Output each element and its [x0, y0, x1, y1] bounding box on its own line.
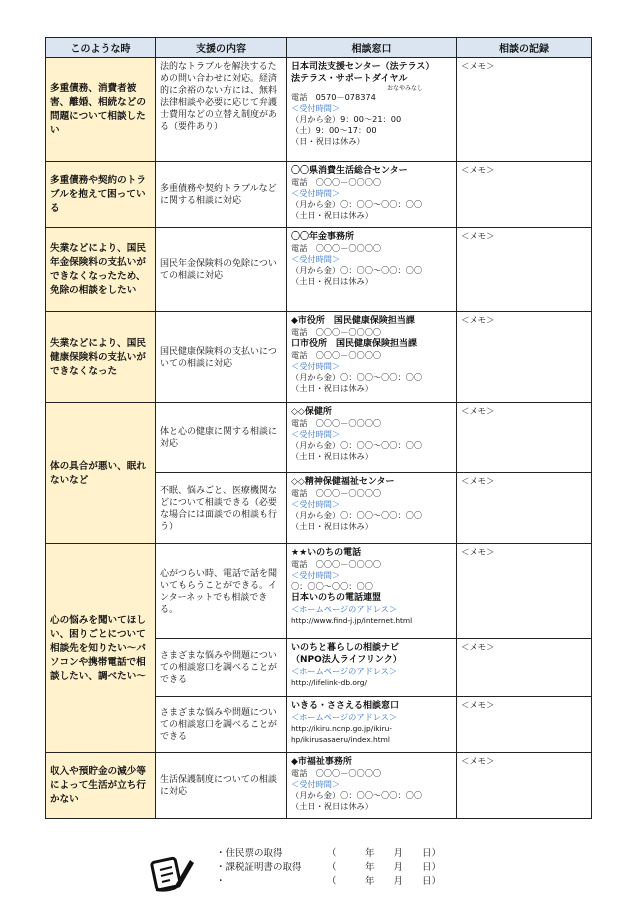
web-label: ＜ホームページのアドレス＞ — [291, 666, 398, 676]
contact-name: ◇◇精神保健福祉センター — [291, 477, 395, 487]
support-cell: 多重債務や契約トラブルなどに関する相談に対応 — [156, 162, 287, 228]
support-cell: さまざまな悩みや問題についての相談窓口を調べることができる — [156, 697, 287, 753]
support-cell: 生活保護制度についての相談に対応 — [156, 753, 287, 819]
contact-cell — [287, 162, 457, 228]
hours-line: （日・祝日は休み） — [291, 136, 365, 146]
support-cell: さまざまな悩みや問題についての相談窓口を調べることができる — [156, 639, 287, 697]
footer-item — [216, 862, 441, 873]
website-link[interactable]: http://ikiru.ncnp.go.jp/ikiru-hp/ikirusasaeru/index.html — [291, 724, 393, 744]
contact-phone: 電話 〇〇〇－〇〇〇〇 — [291, 243, 382, 253]
hours-label: ＜受付時間＞ — [291, 429, 341, 439]
hours-line: （月から金）〇：〇〇～〇〇：〇〇 — [291, 199, 423, 209]
contact-cell — [287, 697, 457, 753]
hours-label: ＜受付時間＞ — [291, 254, 341, 264]
contact-name: ★★いのちの電話 — [291, 548, 362, 558]
hours-label: ＜受付時間＞ — [291, 361, 341, 371]
contact-cell — [287, 403, 457, 473]
table-header — [46, 38, 592, 58]
situation-cell: 失業などにより、国民健康保険料の支払いができなくなった — [46, 312, 156, 403]
support-cell: 国民年金保険料の免除についての相談に対応 — [156, 228, 287, 312]
table-row — [46, 312, 592, 403]
table-row — [46, 58, 592, 162]
hours-line: （土日・祝日は休み） — [291, 521, 373, 531]
table-row — [46, 403, 592, 473]
table-row — [46, 544, 592, 639]
web-label: ＜ホームページのアドレス＞ — [291, 712, 398, 722]
memo-cell[interactable]: ＜メモ＞ — [457, 58, 592, 162]
hours-label: ＜受付時間＞ — [291, 103, 341, 113]
situation-cell: 心の悩みを聞いてほしい、困りごとについて相談先を知りたい～パソコンや携帯電話で相談したい、調べたい～ — [46, 544, 156, 753]
consultation-table — [45, 37, 592, 819]
contact-cell — [287, 228, 457, 312]
contact-phone: 電話 〇〇〇－〇〇〇〇 — [291, 768, 382, 778]
contact-cell — [287, 753, 457, 819]
situation-cell: 体の具合が悪い、眠れないなど — [46, 403, 156, 544]
hours-label: ＜受付時間＞ — [291, 188, 341, 198]
situation-cell: 失業などにより、国民年金保険料の支払いができなくなったため、免除の相談をしたい — [46, 228, 156, 312]
support-cell: 体と心の健康に関する相談に対応 — [156, 403, 287, 473]
contact-phone: 電話 0570－078374 — [291, 92, 376, 102]
header-contact: 相談窓口 — [287, 38, 457, 58]
footer-item-label: ・住民票の取得 — [216, 848, 283, 859]
footer-item-date: （ 年 月 日） — [327, 876, 442, 887]
hours-line: （土日・祝日は休み） — [291, 276, 373, 286]
memo-cell[interactable]: ＜メモ＞ — [457, 473, 592, 544]
support-cell: 国民健康保険料の支払いについての相談に対応 — [156, 312, 287, 403]
header-support: 支援の内容 — [156, 38, 287, 58]
hours-line: 〇：〇〇～〇〇：〇〇 — [291, 581, 373, 591]
support-cell: 法的なトラブルを解決するための問い合わせに対応。経済的に余裕のない方には、無料法律相談や必要に応じて弁護士費用などの立替え制度がある（要件あり） — [156, 58, 287, 162]
memo-cell[interactable]: ＜メモ＞ — [457, 753, 592, 819]
situation-cell: 収入や預貯金の減少等によって生活が立ち行かない — [46, 753, 156, 819]
footer-item — [216, 848, 441, 859]
hours-line: （月から金）〇：〇〇～〇〇：〇〇 — [291, 440, 423, 450]
hours-line: （月から金）〇：〇〇～〇〇：〇〇 — [291, 510, 423, 520]
memo-cell[interactable]: ＜メモ＞ — [457, 403, 592, 473]
contact-phone: 電話 〇〇〇－〇〇〇〇 — [291, 177, 382, 187]
contact-name-2: 口市役所 国民健康保険担当課 — [291, 339, 418, 349]
memo-cell[interactable]: ＜メモ＞ — [457, 312, 592, 403]
footer-item-date: （ 年 月 日） — [327, 848, 442, 859]
table-row — [46, 162, 592, 228]
situation-cell: 多重債務や契約のトラブルを抱えて困っている — [46, 162, 156, 228]
contact-cell — [287, 473, 457, 544]
memo-cell[interactable]: ＜メモ＞ — [457, 162, 592, 228]
contact-phone: 電話 〇〇〇－〇〇〇〇 — [291, 418, 382, 428]
contact-cell — [287, 58, 457, 162]
contact-name: ◆市福祉事務所 — [291, 757, 352, 767]
hours-line: （月から金）〇：〇〇～〇〇：〇〇 — [291, 372, 423, 382]
hours-label: ＜受付時間＞ — [291, 570, 341, 580]
contact-name: ◆市役所 国民健康保険担当課 — [291, 316, 415, 326]
hours-line: （月から金）9：00～21：00 — [291, 114, 402, 124]
situation-cell: 多重債務、消費者被害、離婚、相続などの問題について相談したい — [46, 58, 156, 162]
hours-line: （土日・祝日は休み） — [291, 801, 373, 811]
website-link[interactable]: http://lifelink-db.org/ — [291, 678, 367, 687]
support-cell: 心がつらい時、電話で話を聞いてもらうことができる。インターネットでも相談できる。 — [156, 544, 287, 639]
website-link[interactable]: http://www.find-j.jp/internet.html — [291, 616, 413, 625]
footer-item-label: ・課税証明書の取得 — [216, 862, 302, 873]
footer-item-label: ・ — [216, 876, 226, 887]
hours-label: ＜受付時間＞ — [291, 499, 341, 509]
contact-name-2: 法テラス・サポートダイヤル — [291, 74, 408, 84]
contact-phone: 電話 〇〇〇－〇〇〇〇 — [291, 559, 382, 569]
header-record: 相談の記録 — [457, 38, 592, 58]
contact-name-2: 日本いのちの電話連盟 — [291, 593, 382, 603]
memo-cell[interactable]: ＜メモ＞ — [457, 228, 592, 312]
hours-line: （月から金）〇：〇〇～〇〇：〇〇 — [291, 790, 423, 800]
contact-name: 〇〇年金事務所 — [291, 232, 355, 242]
contact-phone-2: 電話 〇〇〇－〇〇〇〇 — [291, 350, 382, 360]
support-cell: 不眠、悩みごと、医療機関などについて相談できる（必要な場合には面談での相談も行う） — [156, 473, 287, 544]
hours-line: （土日・祝日は休み） — [291, 210, 373, 220]
hours-line: （土日・祝日は休み） — [291, 451, 373, 461]
ruby-text: おなやみなし — [386, 85, 423, 92]
hours-line: （土）9：00～17：00 — [291, 125, 377, 135]
contact-name: いきる・ささえる相談窓口 — [291, 701, 400, 711]
contact-phone: 電話 〇〇〇－〇〇〇〇 — [291, 488, 382, 498]
contact-cell — [287, 312, 457, 403]
footer-item-date: （ 年 月 日） — [327, 862, 442, 873]
notepad-pen-icon — [150, 848, 196, 894]
contact-phone: 電話 〇〇〇－〇〇〇〇 — [291, 327, 382, 337]
contact-cell — [287, 544, 457, 639]
contact-name: ◇◇保健所 — [291, 407, 332, 417]
table-row — [46, 228, 592, 312]
memo-cell[interactable]: ＜メモ＞ — [457, 544, 592, 639]
header-situation: このような時 — [46, 38, 156, 58]
table-row — [46, 753, 592, 819]
web-label: ＜ホームページのアドレス＞ — [291, 604, 398, 614]
footer-checklist — [150, 846, 590, 896]
contact-name: 〇〇県消費生活総合センター — [291, 166, 408, 176]
memo-cell[interactable]: ＜メモ＞ — [457, 697, 592, 753]
contact-name: 日本司法支援センター（法テラス） — [291, 62, 435, 72]
hours-label: ＜受付時間＞ — [291, 779, 341, 789]
contact-name-2: （NPO法人ライフリンク） — [291, 655, 402, 665]
memo-cell[interactable]: ＜メモ＞ — [457, 639, 592, 697]
hours-line: （土日・祝日は休み） — [291, 383, 373, 393]
contact-cell — [287, 639, 457, 697]
hours-line: （月から金）〇：〇〇～〇〇：〇〇 — [291, 265, 423, 275]
contact-name: いのちと暮らしの相談ナビ — [291, 643, 400, 653]
footer-item — [216, 876, 441, 887]
